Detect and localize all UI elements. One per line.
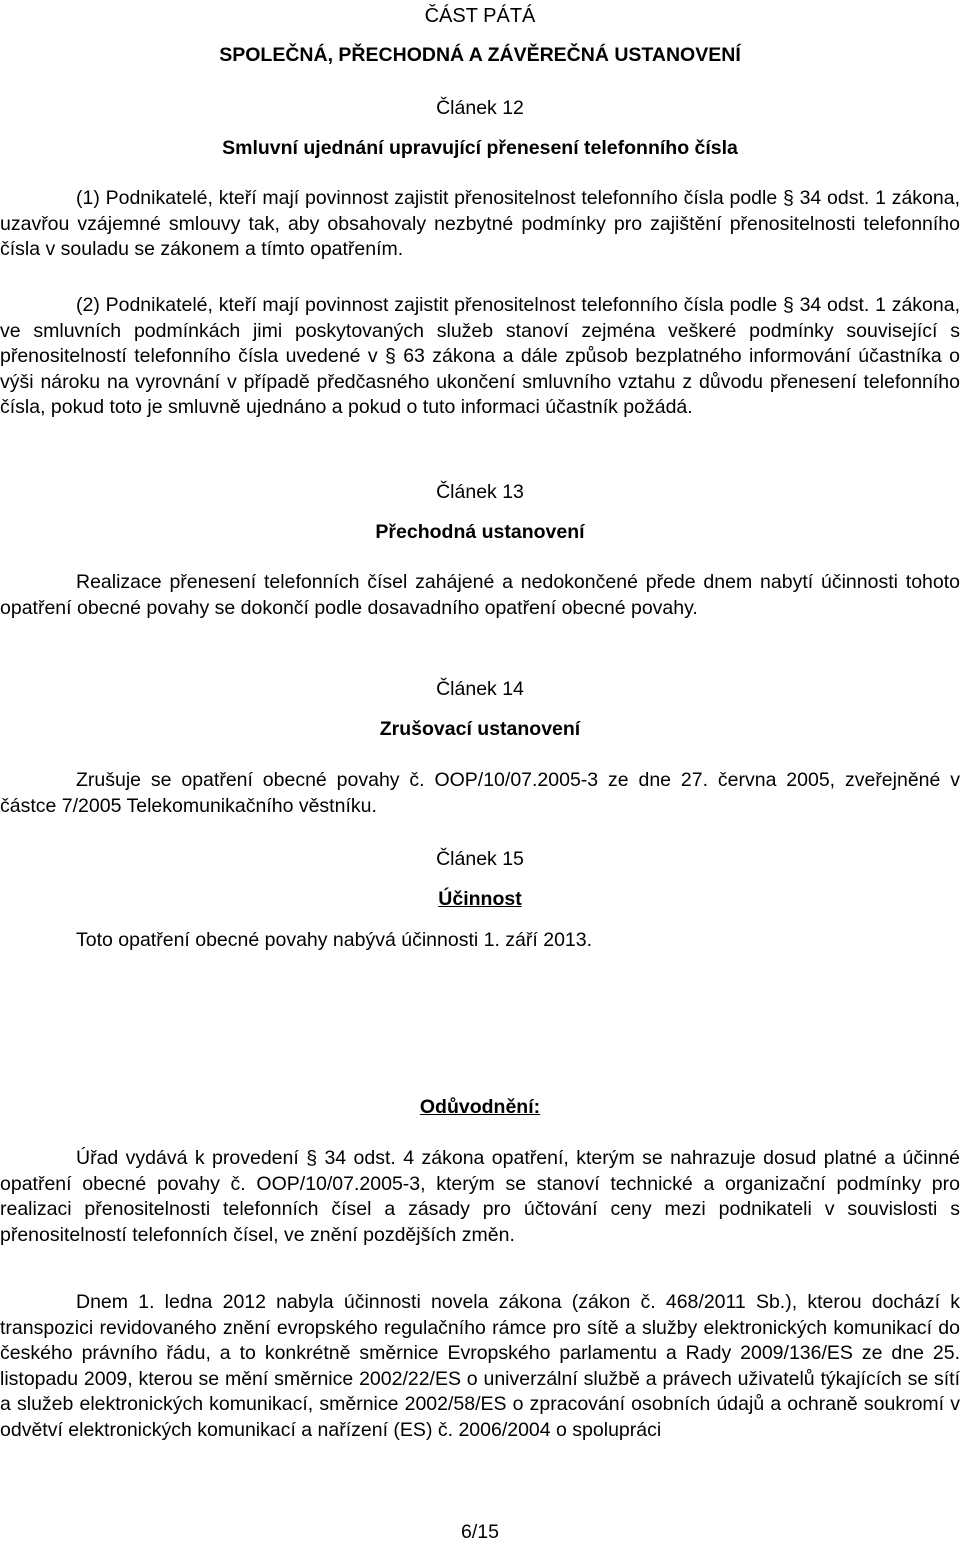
article-14-paragraph-1: Zrušuje se opatření obecné povahy č. OOP/10/07.2005-3 ze dne 27. června 2005, zveřejněné v částce 7/2005 Telekomunikačního věstníku. xyxy=(0,769,960,817)
article-14-label: Článek 14 xyxy=(436,678,524,700)
article-15-label: Článek 15 xyxy=(436,848,524,870)
article-15-paragraph-1: Toto opatření obecné povahy nabývá účinnosti 1. září 2013. xyxy=(76,929,593,951)
article-13-paragraph-1: Realizace přenesení telefonních čísel zahájené a nedokončené přede dnem nabytí účinnosti tohoto opatření obecné povahy se dokončí podle dosavadního opatření obecné povahy. xyxy=(0,571,960,619)
part-title: SPOLEČNÁ, PŘECHODNÁ A ZÁVĚREČNÁ USTANOVENÍ xyxy=(219,44,741,66)
article-14-title: Zrušovací ustanovení xyxy=(379,718,581,740)
part-label: ČÁST PÁTÁ xyxy=(424,5,536,27)
page-number: 6/15 xyxy=(461,1521,499,1543)
justification-title: Odůvodnění: xyxy=(419,1096,541,1118)
justification-paragraph-1: Úřad vydává k provedení § 34 odst. 4 zákona opatření, kterým se nahrazuje dosud platné a účinné opatření obecné povahy č. OOP/10/07.2005-3, kterým se stanoví technické a organizační podmínky pro realizaci přenositelnosti telefonních čísel a zásady pro účtování ceny mezi podnikateli v souvislosti s přenositelností telefonních čísel, ve znění pozdějších změn. xyxy=(0,1147,960,1246)
article-13-title: Přechodná ustanovení xyxy=(375,521,585,543)
article-12-paragraph-2: (2) Podnikatelé, kteří mají povinnost zajistit přenositelnost telefonního čísla podle § 34 odst. 1 zákona, ve smluvních podmínkách jimi poskytovaných služeb stanoví zejména veškeré podmínky související s přenositelností telefonního čísla uvedené v § 63 zákona a dále způsob bezplatného informování účastníka o výši nároku na vyrovnání v případě předčasného ukončení smluvního vztahu z důvodu přenesení telefonního čísla, pokud toto je smluvně ujednáno a pokud o tuto informaci účastník požádá. xyxy=(0,294,960,419)
article-13-label: Článek 13 xyxy=(436,481,524,503)
article-12-paragraph-1: (1) Podnikatelé, kteří mají povinnost zajistit přenositelnost telefonního čísla podle § 34 odst. 1 zákona, uzavřou vzájemné smlouvy tak, aby obsahovaly nezbytné podmínky pro zajištění přenositelnosti telefonního čísla v souladu se zákonem a tímto opatřením. xyxy=(0,187,960,261)
article-15-title: Účinnost xyxy=(438,888,522,910)
justification-paragraph-2: Dnem 1. ledna 2012 nabyla účinnosti novela zákona (zákon č. 468/2011 Sb.), kterou dochází k transpozici revidovaného znění evropského regulačního rámce pro sítě a služby elektronických komunikací do českého právního řádu, a to konkrétně směrnice Evropského parlamentu a Rady 2009/136/ES ze dne 25. listopadu 2009, kterou se mění směrnice 2002/22/ES o univerzální službě a právech uživatelů týkajících se sítí a služeb elektronických komunikací, směrnice 2002/58/ES o zpracování osobních údajů a ochraně soukromí v odvětví elektronických komunikací a nařízení (ES) č. 2006/2004 o spolupráci xyxy=(0,1291,960,1441)
article-12-title: Smluvní ujednání upravující přenesení telefonního čísla xyxy=(222,137,738,159)
article-12-label: Článek 12 xyxy=(436,97,524,119)
